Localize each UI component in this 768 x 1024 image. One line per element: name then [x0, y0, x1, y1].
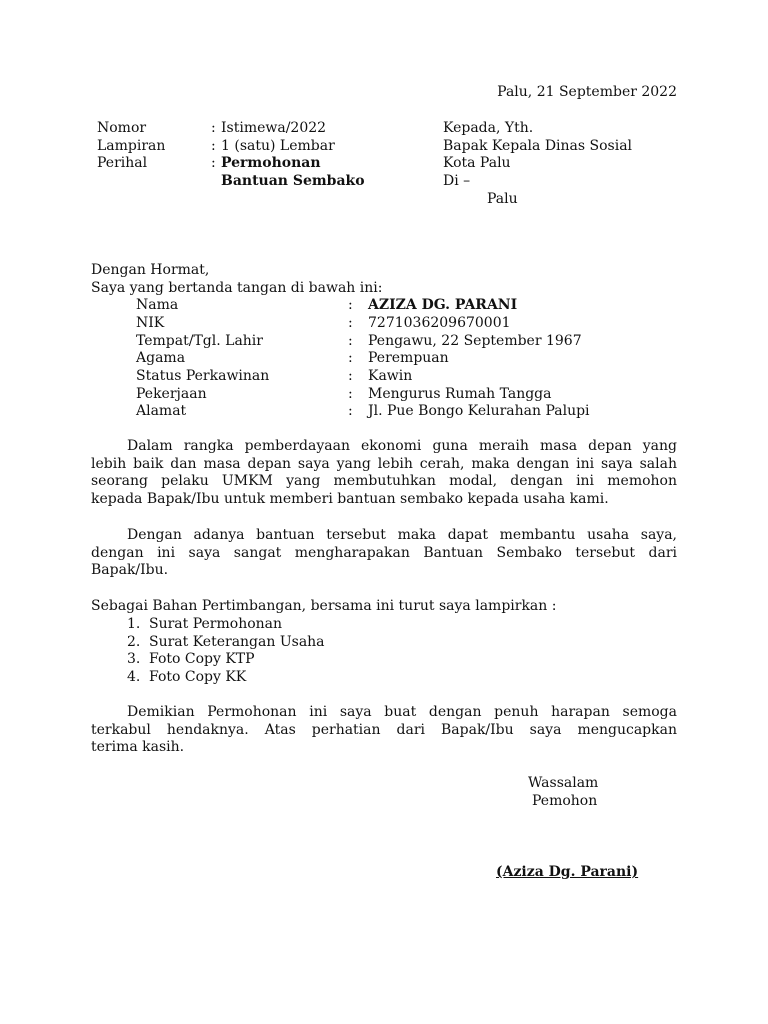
paragraph-line: terkabul hendaknya. Atas perhatian dari Bapak/Ibu saya mengucapkan: [91, 721, 677, 738]
identity-label: Nama: [136, 297, 179, 313]
paragraph-line: lebih baik dan masa depan saya yang lebih cerah, maka dengan ini saya salah: [91, 455, 677, 472]
identity-sep: :: [348, 333, 353, 349]
signature-name: (Aziza Dg. Parani): [496, 864, 639, 880]
attachment-number: 1.: [127, 616, 141, 632]
paragraph-line: kepada Bapak/Ibu untuk memberi bantuan sembako kepada usaha kami.: [91, 490, 609, 507]
intro-line: Saya yang bertanda tangan di bawah ini:: [91, 280, 383, 296]
paragraph-line: Dengan adanya bantuan tersebut maka dapat membantu usaha saya,: [127, 527, 677, 543]
identity-value: Mengurus Rumah Tangga: [368, 386, 552, 402]
lampiran-label: Lampiran: [97, 138, 166, 154]
identity-sep: :: [348, 368, 353, 384]
nomor-value: Istimewa/2022: [221, 120, 327, 136]
identity-sep: :: [348, 403, 353, 419]
identity-value: Kawin: [368, 368, 413, 384]
perihal-label: Perihal: [97, 155, 148, 171]
attachment-item: Foto Copy KTP: [149, 651, 255, 667]
recipient-line: Palu: [487, 191, 518, 207]
identity-label: Alamat: [136, 403, 187, 419]
identity-value: Perempuan: [368, 350, 449, 366]
lampiran-value: 1 (satu) Lembar: [221, 138, 335, 154]
paragraph-line: Dalam rangka pemberdayaan ekonomi guna meraih masa depan yang: [127, 438, 677, 454]
nomor-sep: :: [211, 120, 216, 136]
identity-label: Pekerjaan: [136, 386, 207, 402]
nomor-label: Nomor: [97, 120, 147, 136]
paragraph-line: terima kasih.: [91, 739, 185, 756]
paragraph-line: Bapak/Ibu.: [91, 562, 169, 579]
paragraph-hope: [91, 527, 677, 580]
attachment-item: Surat Permohonan: [149, 616, 283, 632]
paragraph-request: [91, 438, 677, 508]
identity-value: 7271036209670001: [368, 315, 511, 331]
identity-value: Jl. Pue Bongo Kelurahan Palupi: [368, 403, 590, 419]
identity-label: NIK: [136, 315, 165, 331]
signoff-pemohon: Pemohon: [532, 793, 598, 809]
recipient-line: Kepada, Yth.: [443, 120, 534, 136]
paragraph-line: seorang pelaku UMKM yang membutuhkan modal, dengan ini memohon: [91, 473, 677, 490]
paragraph-closing: [91, 704, 677, 757]
perihal-sep: :: [211, 155, 216, 171]
identity-sep: :: [348, 315, 353, 331]
recipient-line: Di –: [443, 173, 471, 189]
letter-date: Palu, 21 September 2022: [497, 84, 677, 100]
attachments-intro: Sebagai Bahan Pertimbangan, bersama ini turut saya lampirkan :: [91, 598, 557, 614]
attachment-number: 3.: [127, 651, 141, 667]
recipient-line: Bapak Kepala Dinas Sosial: [443, 138, 633, 154]
identity-value: Pengawu, 22 September 1967: [368, 333, 582, 349]
attachment-item: Surat Keterangan Usaha: [149, 634, 325, 650]
identity-label: Status Perkawinan: [136, 368, 270, 384]
attachment-number: 4.: [127, 669, 141, 685]
identity-label: Tempat/Tgl. Lahir: [136, 333, 263, 349]
identity-sep: :: [348, 297, 353, 313]
recipient-line: Kota Palu: [443, 155, 511, 171]
identity-sep: :: [348, 350, 353, 366]
perihal-value-line2: Bantuan Sembako: [221, 173, 365, 189]
signoff-wassalam: Wassalam: [528, 775, 599, 791]
paragraph-line: dengan ini saya sangat mengharapakan Bantuan Sembako tersebut dari: [91, 544, 677, 561]
identity-value-name: AZIZA DG. PARANI: [368, 297, 518, 313]
greeting: Dengan Hormat,: [91, 262, 210, 278]
identity-label: Agama: [136, 350, 186, 366]
lampiran-sep: :: [211, 138, 216, 154]
paragraph-line: Demikian Permohonan ini saya buat dengan penuh harapan semoga: [127, 704, 677, 720]
attachment-number: 2.: [127, 634, 141, 650]
attachment-item: Foto Copy KK: [149, 669, 247, 685]
perihal-value: Permohonan: [221, 155, 321, 171]
identity-sep: :: [348, 386, 353, 402]
